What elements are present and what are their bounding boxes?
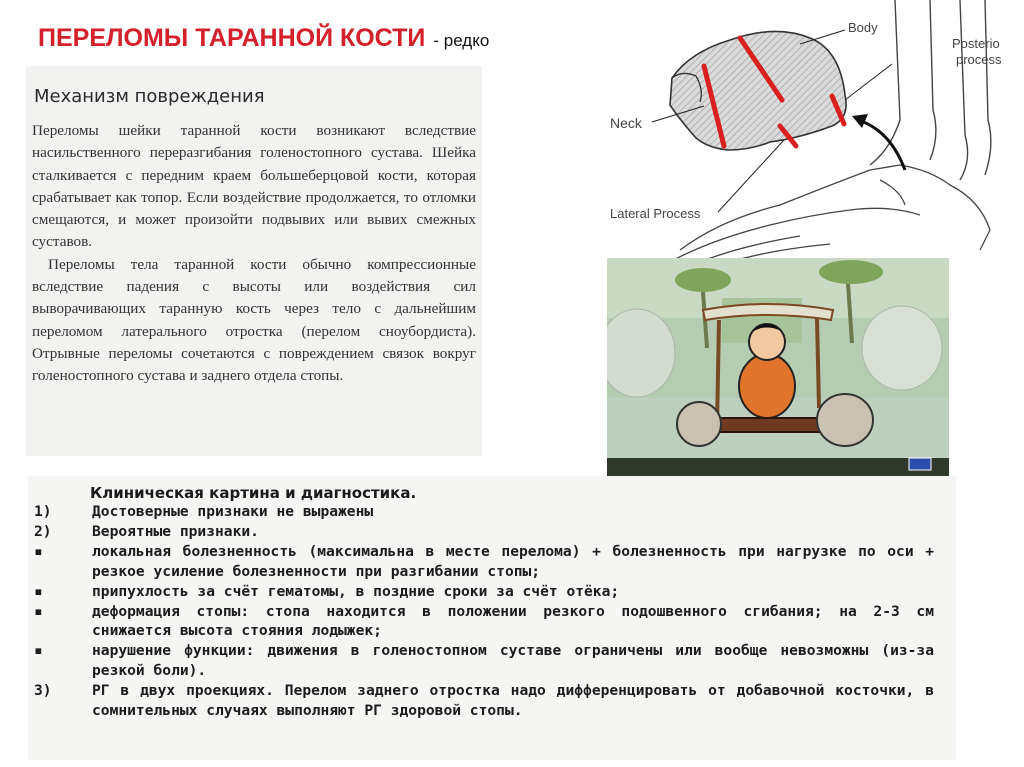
list-item	[34, 582, 934, 602]
slide-title-suffix: - редко	[433, 31, 490, 50]
list-text: РГ в двух проекциях. Перелом заднего отростка надо дифференцировать от добавочной косточки, в сомнительных случаях выполняют РГ здоровой стопы.	[92, 682, 934, 720]
clinical-heading: Клиническая картина и диагностика.	[90, 484, 417, 502]
mechanism-paragraph-2: Переломы тела таранной кости обычно компрессионные вследствие падения с высоты или воздействия сил выворачивающих таранную кость через тело с дальнейшим переломом латерального отростка (перелом сноубордиста). Отрывные переломы сочетаются с повреждением связок вокруг голеностопного сустава и заднего отдела стопы.	[32, 255, 476, 385]
leg-bones-outline	[870, 0, 991, 180]
foot-bones-outline	[670, 165, 990, 262]
list-text: деформация стопы: стопа находится в положении резкого подошвенного сгибания; на 2-3 см снижается высота стояния лодыжек;	[92, 602, 934, 640]
list-marker: 3)	[34, 682, 52, 700]
list-text: нарушение функции: движения в голеностопном суставе ограничены или вообще невозможны (из-за резкой боли).	[92, 642, 934, 680]
list-marker: 1)	[34, 503, 52, 520]
slide-title	[38, 24, 489, 53]
clinical-section	[28, 476, 956, 760]
list-item	[34, 542, 934, 582]
label-neck: Neck	[610, 115, 642, 131]
mechanism-section	[26, 66, 482, 456]
list-text: локальная болезненность (максимальна в месте перелома) + болезненность при нагрузке по оси + резкое усиление болезненности при разгибании стопы;	[92, 542, 934, 580]
list-item	[34, 641, 934, 681]
mechanism-heading: Механизм повреждения	[34, 86, 265, 107]
mechanism-text	[32, 120, 476, 388]
label-posterior-2: process	[956, 52, 1002, 67]
list-text: Вероятные признаки.	[92, 522, 259, 540]
bullet-icon: ▪	[34, 602, 43, 620]
list-item	[34, 681, 934, 721]
clinical-list	[34, 502, 934, 721]
bullet-icon: ▪	[34, 542, 43, 560]
mechanism-paragraph-1: Переломы шейки таранной кости возникают вследствие насильственного переразгибания голеностопного сустава. Шейка сталкивается с передним краем большеберцовой кости, которая срабатывает как топор. Если воздействие продолжается, то отломки смещаются, и может произойти подвывих или вывих смежных суставов.	[32, 122, 476, 251]
talus-fracture-diagram	[600, 0, 1024, 262]
label-posterior-1: Posterio	[952, 36, 1000, 51]
list-text: припухлость за счёт гематомы, в поздние сроки за счёт отёка;	[92, 582, 620, 600]
talus-bone	[670, 31, 846, 150]
bullet-icon: ▪	[34, 642, 43, 660]
list-text: Достоверные признаки не выражены	[92, 503, 374, 520]
slide-title-main: ПЕРЕЛОМЫ ТАРАННОЙ КОСТИ	[38, 24, 426, 52]
list-item	[34, 502, 934, 522]
list-marker: 2)	[34, 522, 52, 540]
list-item	[34, 522, 934, 542]
list-item	[34, 602, 934, 642]
bullet-icon: ▪	[34, 582, 43, 600]
label-lateral-process: Lateral Process	[610, 206, 701, 221]
label-body: Body	[848, 20, 878, 35]
